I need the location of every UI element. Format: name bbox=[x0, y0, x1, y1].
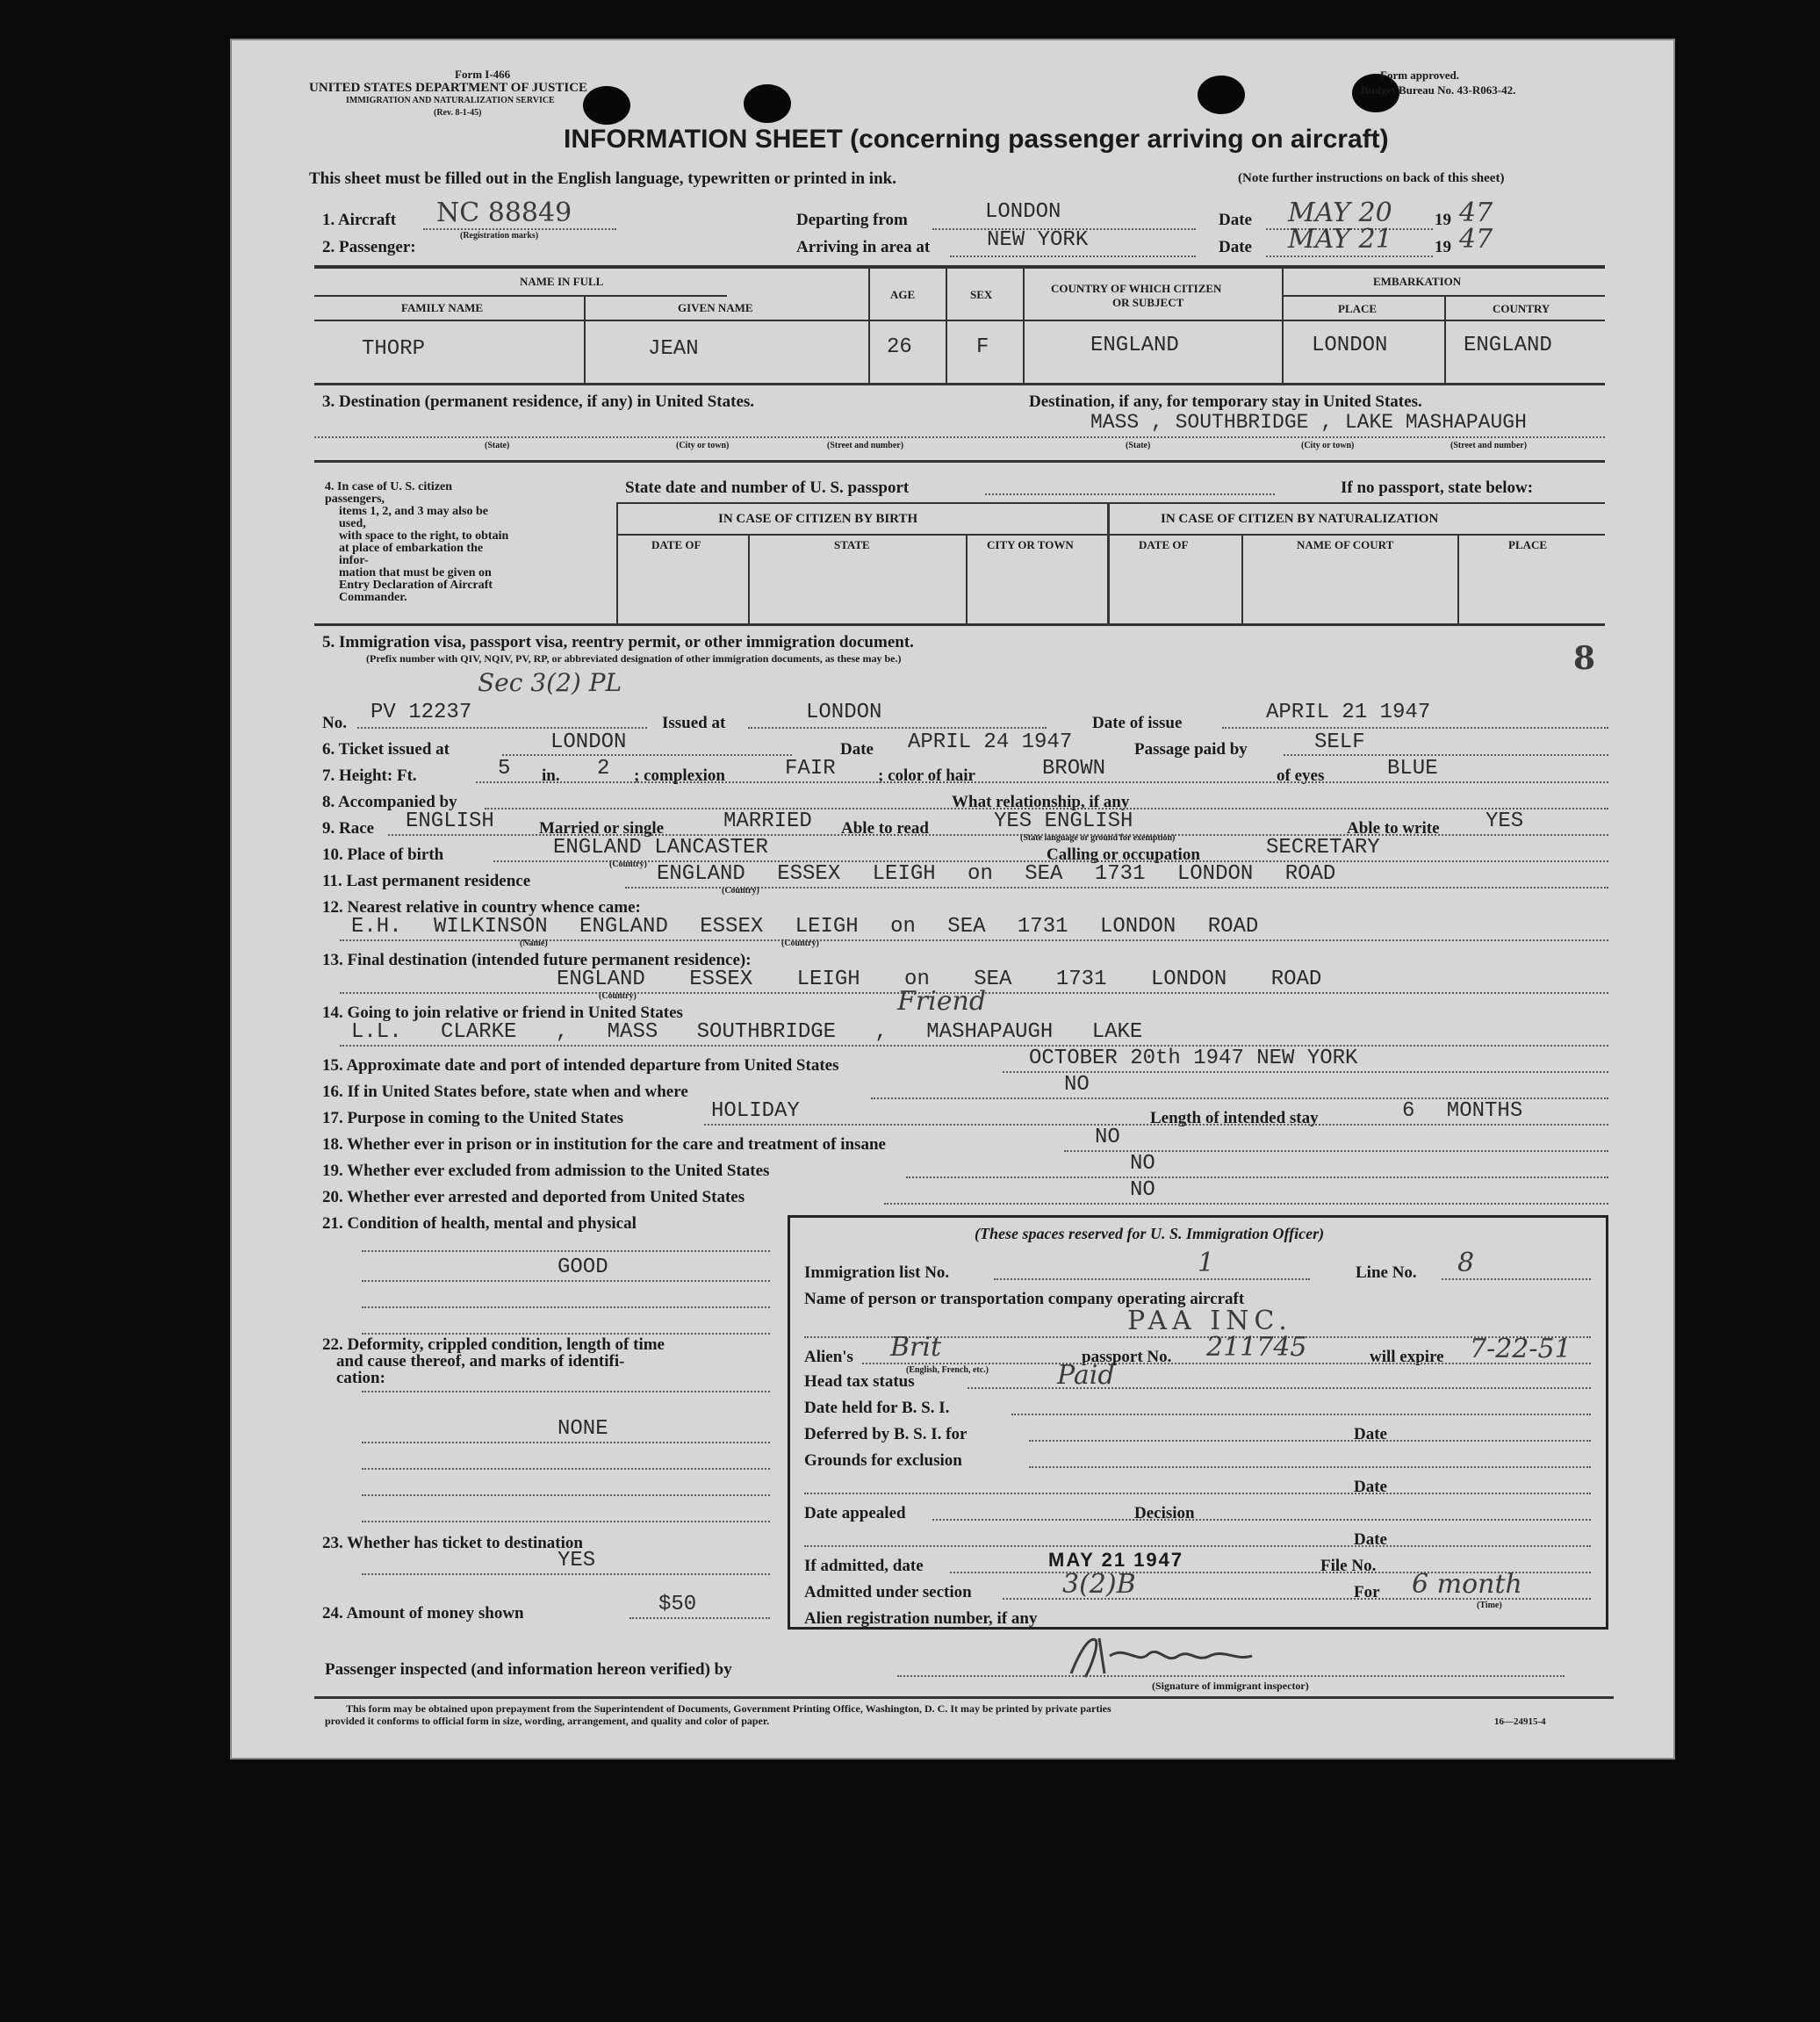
health-label: 21. Condition of health, mental and physical bbox=[322, 1214, 637, 1233]
citizen-country-header: COUNTRY OF WHICH CITIZEN bbox=[1051, 282, 1222, 295]
aircraft-label: 1. Aircraft bbox=[322, 211, 397, 229]
agency-name: UNITED STATES DEPARTMENT OF JUSTICE bbox=[309, 81, 588, 95]
us-citizen-note-line: at place of embarkation the infor- bbox=[339, 542, 484, 567]
able-to-read-label: Able to read bbox=[841, 819, 929, 838]
line-number: 8 bbox=[1457, 1248, 1475, 1278]
previous-visit: NO bbox=[1064, 1073, 1090, 1097]
embarkation-place: LONDON bbox=[1312, 334, 1388, 357]
able-to-write-label: Able to write bbox=[1347, 819, 1440, 838]
form-approval: Form approved. bbox=[1380, 68, 1460, 82]
time-caption: (Time) bbox=[1477, 1601, 1502, 1610]
nearest-relative: E.H. WILKINSON ENGLAND ESSEX LEIGH on SEA 1731 LONDON ROAD bbox=[351, 915, 1259, 939]
visa-number: PV 12237 bbox=[370, 701, 472, 724]
city-caption: (City or town) bbox=[676, 441, 730, 450]
departing-label: Departing from bbox=[796, 211, 908, 229]
prison: NO bbox=[1095, 1126, 1120, 1149]
able-to-write: YES bbox=[1485, 810, 1524, 833]
state-header: STATE bbox=[834, 538, 870, 551]
family-name: THORP bbox=[362, 337, 426, 361]
occupation: SECRETARY bbox=[1266, 836, 1380, 860]
head-tax-label: Head tax status bbox=[804, 1372, 915, 1391]
given-name: JEAN bbox=[648, 337, 699, 361]
printing-note: This form may be obtained upon prepayment from the Superintendent of Documents, Government Printing Office, Washington, D. C. It may be printed by private parties bbox=[346, 1702, 1111, 1715]
language-caption: (State language or ground for exemption) bbox=[1020, 833, 1176, 843]
page-mark: 8 bbox=[1573, 640, 1596, 677]
city-caption: (City or town) bbox=[1301, 441, 1355, 450]
decision-date-label: Date bbox=[1354, 1530, 1387, 1549]
join-person-address: L.L. CLARKE , MASS SOUTHBRIDGE , MASHAPAUGH LAKE bbox=[351, 1020, 1143, 1044]
excluded: NO bbox=[1130, 1152, 1155, 1176]
form-number: Form I-466 bbox=[455, 68, 511, 81]
arriving-label: Arriving in area at bbox=[796, 238, 931, 256]
for-label: For bbox=[1354, 1583, 1380, 1601]
ticket-date-label: Date bbox=[840, 740, 874, 759]
deformity-label-line: 22. Deformity, crippled condition, length of time bbox=[322, 1335, 665, 1354]
complexion-label: ; complexion bbox=[634, 766, 725, 785]
passage-paid-by: SELF bbox=[1314, 730, 1365, 754]
hair-color-label: ; color of hair bbox=[878, 766, 975, 785]
birthplace: ENGLAND LANCASTER bbox=[553, 836, 768, 860]
us-citizen-note-line: Commander. bbox=[339, 591, 407, 604]
married-label: Married or single bbox=[539, 819, 665, 838]
print-code: 16—24915-4 bbox=[1494, 1716, 1546, 1727]
final-destination-label: 13. Final destination (intended future permanent residence): bbox=[322, 951, 752, 969]
country-caption: (Country) bbox=[781, 939, 819, 948]
printing-note-2: provided it conforms to official form in size, wording, arrangement, and quality and color of paper. bbox=[325, 1715, 770, 1727]
inspector-signature bbox=[1064, 1630, 1266, 1682]
immigration-list-number: 1 bbox=[1198, 1248, 1215, 1278]
inches-label: in. bbox=[542, 766, 560, 785]
admitted-date-label: If admitted, date bbox=[804, 1557, 924, 1575]
punch-hole bbox=[744, 84, 791, 123]
name-of-court-header: NAME OF COURT bbox=[1297, 538, 1394, 551]
citizen-by-birth-header: IN CASE OF CITIZEN BY BIRTH bbox=[718, 512, 918, 526]
arrival-year: 47 bbox=[1459, 224, 1493, 255]
purpose-label: 17. Purpose in coming to the United States bbox=[322, 1109, 624, 1127]
city-town-header: CITY OR TOWN bbox=[987, 538, 1074, 551]
last-residence: ENGLAND ESSEX LEIGH on SEA 1731 LONDON ROAD bbox=[657, 862, 1336, 886]
visa-annotation: Sec 3(2) PL bbox=[478, 668, 622, 697]
height-feet: 5 bbox=[498, 757, 511, 781]
expire-label: will expire bbox=[1370, 1348, 1444, 1366]
sex: F bbox=[976, 335, 989, 359]
deferred-date-label: Date bbox=[1354, 1425, 1387, 1443]
purpose: HOLIDAY bbox=[711, 1099, 800, 1123]
operator-label: Name of person or transportation company operating aircraft bbox=[804, 1290, 1245, 1308]
ticket-date: APRIL 24 1947 bbox=[908, 730, 1073, 754]
country-caption: (Country) bbox=[722, 886, 759, 896]
accompanied-label: 8. Accompanied by bbox=[322, 793, 457, 811]
age-header: AGE bbox=[890, 288, 916, 301]
last-residence-label: 11. Last permanent residence bbox=[322, 872, 531, 890]
passport-number-label: passport No. bbox=[1082, 1348, 1172, 1366]
height-inches: 2 bbox=[597, 757, 610, 781]
date-of-issue: APRIL 21 1947 bbox=[1266, 701, 1431, 724]
deformity-label bbox=[322, 1336, 761, 1386]
agency-service: IMMIGRATION AND NATURALIZATION SERVICE bbox=[346, 96, 555, 105]
hair-color: BROWN bbox=[1042, 757, 1106, 781]
us-citizen-note-line: mation that must be given on bbox=[339, 566, 492, 579]
nearest-relative-label: 12. Nearest relative in country whence came: bbox=[322, 898, 641, 917]
date-of-issue-label: Date of issue bbox=[1092, 714, 1183, 732]
given-name-header: GIVEN NAME bbox=[678, 301, 753, 314]
stay-length-label: Length of intended stay bbox=[1150, 1109, 1319, 1127]
money-shown: $50 bbox=[658, 1593, 697, 1616]
occupation-label: Calling or occupation bbox=[1047, 845, 1200, 864]
arrival-date: MAY 21 bbox=[1288, 224, 1392, 255]
information-sheet bbox=[230, 39, 1675, 1759]
nationality: Brit bbox=[890, 1332, 942, 1363]
previous-visit-label: 16. If in United States before, state when and where bbox=[322, 1083, 688, 1101]
age: 26 bbox=[887, 335, 912, 359]
form-revision: (Rev. 8-1-45) bbox=[434, 108, 482, 118]
place-header: PLACE bbox=[1508, 538, 1548, 551]
issued-at: LONDON bbox=[806, 701, 882, 724]
state-caption: (State) bbox=[1126, 441, 1151, 450]
admitted-section-label: Admitted under section bbox=[804, 1583, 972, 1601]
alien-label: Alien's bbox=[804, 1348, 853, 1366]
temporary-destination: MASS , SOUTHBRIDGE , LAKE MASHAPAUGH bbox=[1090, 411, 1527, 434]
departing-from: LONDON bbox=[985, 200, 1061, 224]
eye-color: BLUE bbox=[1387, 757, 1438, 781]
name-in-full-header: NAME IN FULL bbox=[520, 275, 604, 288]
head-tax-status: Paid bbox=[1057, 1360, 1115, 1391]
form-title: INFORMATION SHEET (concerning passenger arriving on aircraft) bbox=[564, 125, 1389, 154]
nationality-caption: (English, French, etc.) bbox=[906, 1365, 989, 1375]
deferred-label: Deferred by B. S. I. for bbox=[804, 1425, 968, 1443]
visa-label: 5. Immigration visa, passport visa, reentry permit, or other immigration document. bbox=[322, 633, 914, 651]
departure-plan-label: 15. Approximate date and port of intended departure from United States bbox=[322, 1056, 839, 1075]
passport-expiry: 7-22-51 bbox=[1470, 1334, 1572, 1364]
race-label: 9. Race bbox=[322, 819, 375, 838]
back-instructions-note: (Note further instructions on back of this sheet) bbox=[1238, 171, 1505, 185]
arrival-date-label: Date bbox=[1219, 238, 1252, 256]
citizen-country-header-2: OR SUBJECT bbox=[1112, 296, 1184, 309]
deformity: NONE bbox=[558, 1417, 608, 1441]
citizen-by-naturalization-header: IN CASE OF CITIZEN BY NATURALIZATION bbox=[1161, 512, 1439, 526]
year-prefix: 19 bbox=[1435, 238, 1451, 256]
visa-sublabel: (Prefix number with QIV, NQIV, PV, RP, or abbreviated designation of other immigration documents, as these may be.) bbox=[366, 652, 902, 665]
us-citizen-note-line: with space to the right, to obtain bbox=[339, 529, 509, 543]
stay-length: 6 MONTHS bbox=[1402, 1099, 1523, 1123]
money-label: 24. Amount of money shown bbox=[322, 1604, 524, 1623]
ticket-destination: YES bbox=[558, 1549, 596, 1572]
us-citizen-note-line: 4. In case of U. S. citizen passengers, bbox=[325, 480, 453, 506]
ticket-label: 6. Ticket issued at bbox=[322, 740, 450, 759]
country-caption: (Country) bbox=[599, 991, 637, 1001]
arrested-label: 20. Whether ever arrested and deported from United States bbox=[322, 1188, 745, 1206]
registration-caption: (Registration marks) bbox=[460, 231, 539, 241]
ticket-issued-at: LONDON bbox=[550, 730, 627, 754]
health-condition: GOOD bbox=[558, 1256, 608, 1279]
join-relative-label: 14. Going to join relative or friend in United States bbox=[322, 1004, 683, 1022]
join-relationship: Friend bbox=[897, 986, 987, 1017]
bsi-held-label: Date held for B. S. I. bbox=[804, 1399, 950, 1417]
embarkation-country-header: COUNTRY bbox=[1493, 302, 1550, 315]
height-label: 7. Height: Ft. bbox=[322, 766, 417, 785]
passport-number: 211745 bbox=[1206, 1332, 1307, 1363]
us-citizen-note bbox=[325, 481, 509, 604]
embarkation-header: EMBARKATION bbox=[1373, 275, 1462, 288]
race: ENGLISH bbox=[406, 810, 494, 833]
grounds-exclusion-label: Grounds for exclusion bbox=[804, 1451, 962, 1470]
operator: PAA INC. bbox=[1127, 1306, 1292, 1336]
country-caption: (Country) bbox=[609, 860, 647, 869]
decision-label: Decision bbox=[1134, 1504, 1195, 1522]
birthplace-label: 10. Place of birth bbox=[322, 845, 444, 864]
punch-hole bbox=[1198, 76, 1245, 114]
aircraft-registration: NC 88849 bbox=[436, 198, 572, 228]
complexion: FAIR bbox=[785, 757, 836, 781]
inspected-by-label: Passenger inspected (and information hereon verified) by bbox=[325, 1660, 732, 1679]
embarkation-place-header: PLACE bbox=[1338, 302, 1378, 315]
prison-label: 18. Whether ever in prison or in institution for the care and treatment of insane bbox=[322, 1135, 886, 1154]
arrested: NO bbox=[1130, 1178, 1155, 1202]
able-to-read: YES ENGLISH bbox=[994, 810, 1133, 833]
no-passport-label: If no passport, state below: bbox=[1341, 479, 1534, 497]
final-destination: ENGLAND ESSEX LEIGH on SEA 1731 LONDON ROAD bbox=[557, 968, 1322, 991]
admitted-section: 3(2)B bbox=[1062, 1569, 1136, 1600]
street-caption: (Street and number) bbox=[827, 441, 904, 450]
deformity-label-line: cation: bbox=[336, 1369, 385, 1387]
alien-registration-label: Alien registration number, if any bbox=[804, 1609, 1038, 1628]
passage-paid-label: Passage paid by bbox=[1134, 740, 1248, 759]
destination-label: 3. Destination (permanent residence, if any) in United States. bbox=[322, 392, 755, 411]
family-name-header: FAMILY NAME bbox=[401, 301, 484, 314]
eye-color-label: of eyes bbox=[1277, 766, 1325, 785]
sex-header: SEX bbox=[970, 288, 993, 301]
admitted-date: MAY 21 1947 bbox=[1048, 1549, 1184, 1571]
admission-duration: 6 month bbox=[1412, 1569, 1522, 1600]
street-caption: (Street and number) bbox=[1450, 441, 1528, 450]
excluded-label: 19. Whether ever excluded from admission to the United States bbox=[322, 1162, 770, 1180]
marital-status: MARRIED bbox=[723, 810, 812, 833]
departure-date-label: Date bbox=[1219, 211, 1252, 229]
date-of-header: DATE OF bbox=[1139, 538, 1189, 551]
visa-number-label: No. bbox=[322, 714, 347, 732]
us-citizen-note-line: Entry Declaration of Aircraft bbox=[339, 579, 493, 592]
year-prefix: 19 bbox=[1435, 211, 1451, 229]
issued-at-label: Issued at bbox=[662, 714, 726, 732]
ticket-destination-label: 23. Whether has ticket to destination bbox=[322, 1534, 583, 1552]
punch-hole bbox=[583, 86, 630, 125]
date-of-header: DATE OF bbox=[651, 538, 701, 551]
embarkation-country: ENGLAND bbox=[1464, 334, 1552, 357]
deformity-label-line: and cause thereof, and marks of identifi- bbox=[336, 1352, 625, 1371]
officer-box-title: (These spaces reserved for U. S. Immigration Officer) bbox=[975, 1225, 1325, 1242]
signature-caption: (Signature of immigrant inspector) bbox=[1152, 1680, 1309, 1692]
us-citizen-note-line: items 1, 2, and 3 may also be used, bbox=[339, 505, 488, 530]
us-passport-label: State date and number of U. S. passport bbox=[625, 479, 910, 497]
state-caption: (State) bbox=[485, 441, 510, 450]
name-caption: (Name) bbox=[520, 939, 548, 948]
form-instruction: This sheet must be filled out in the English language, typewritten or printed in ink. bbox=[309, 169, 896, 188]
passenger-label: 2. Passenger: bbox=[322, 238, 416, 256]
relationship-label: What relationship, if any bbox=[952, 793, 1130, 811]
arriving-in-area: NEW YORK bbox=[987, 228, 1089, 252]
line-number-label: Line No. bbox=[1356, 1263, 1417, 1282]
budget-bureau-number: Budget Bureau No. 43-R063-42. bbox=[1361, 83, 1516, 97]
citizen-of: ENGLAND bbox=[1090, 334, 1179, 357]
file-number-label: File No. bbox=[1320, 1557, 1377, 1575]
departure-year: 47 bbox=[1459, 198, 1493, 228]
date-appealed-label: Date appealed bbox=[804, 1504, 906, 1522]
temporary-destination-label: Destination, if any, for temporary stay in United States. bbox=[1029, 392, 1422, 411]
departure-date: MAY 20 bbox=[1288, 198, 1392, 228]
departure-plan: OCTOBER 20th 1947 NEW YORK bbox=[1029, 1047, 1358, 1070]
exclusion-date-label: Date bbox=[1354, 1478, 1387, 1496]
immigration-list-label: Immigration list No. bbox=[804, 1263, 950, 1282]
